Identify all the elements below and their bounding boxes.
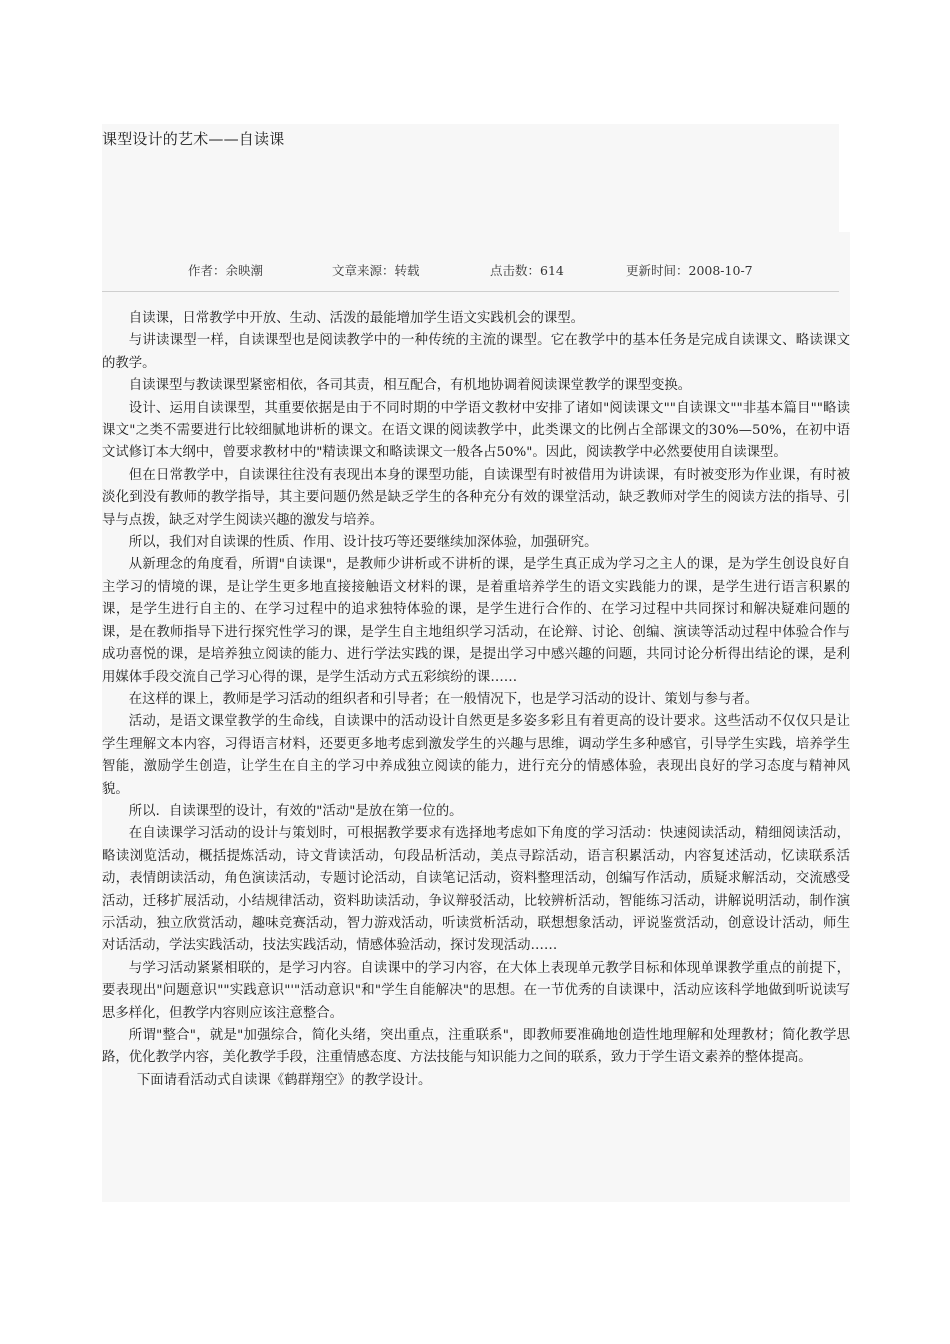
paragraph: 但在日常教学中，自读课往往没有表现出本身的课型功能，自读课型有时被借用为讲读课，有时被变形为作业课，有时被淡化到没有教师的教学指导，其主要问题仍然是缺乏学生的各种充分有效的课堂活动，缺乏教师对学生的阅读方法的指导、引导与点拨，缺乏对学生阅读兴趣的激发与培养。 [102,467,850,528]
paragraph: 与学习活动紧紧相联的，是学习内容。自读课中的学习内容，在大体上表现单元教学目标和体现单课教学重点的前提下，要表现出"问题意识""实践意识"'"活动意识"和"学生自能解决"的思想。在一节优秀的自读课中，活动应该科学地做到听说读写思多样化，但教学内容则应该注意整合。 [102,960,850,1021]
paragraph: 所以．自读课型的设计，有效的"活动"是放在第一位的。 [128,803,463,819]
meta-author: 作者：余映潮 [188,263,264,278]
paragraph: 自读课，日常教学中开放、生动、活泼的最能增加学生语文实践机会的课型。 [128,311,585,326]
paragraph: 下面请看活动式自读课《鹤群翔空》的教学设计。 [136,1072,432,1088]
paragraph: 设计、运用自读课型，其重要依据是由于不同时期的中学语文教材中安排了诸如"阅读课文""自读课文""非基本篇目""略读课文"之类不需要进行比较细腻地讲析的课文。在语文课的阅读教学中，此类课文的比例占全部课文的30%—50%，在初中语文试修订本大纲中，曾要求教材中的"精读课文和略读课文一般各占50%"。因此，阅读教学中必然要使用自读课型。 [102,400,850,461]
article-title: 课型设计的艺术——自读课 [102,130,285,148]
meta-source: 文章来源：转载 [332,263,420,278]
paragraph: 与讲读课型一样，自读课型也是阅读教学中的一种传统的主流的课型。它在教学中的基本任务是完成自读课文、略读课文的教学。 [102,333,850,371]
meta-updated: 更新时间：2008-10-7 [626,263,753,278]
article-body [102,308,850,1092]
meta-hits: 点击数：614 [490,263,564,278]
article-meta [188,261,828,279]
page-notch [839,124,850,232]
paragraph: 所以，我们对自读课的性质、作用、设计技巧等还要继续加深体验，加强研究。 [128,535,598,551]
meta-divider [102,291,839,292]
paragraph: 活动，是语文课堂教学的生命线，自读课中的活动设计自然更是多姿多彩且有着更高的设计要求。这些活动不仅仅只是让学生理解文本内容，习得语言材料，还要更多地考虑到激发学生的兴趣与思维，调动学生多种感官，引导学生实践，培养学生智能，激励学生创造，让学生在自主的学习中养成独立阅读的能力，进行充分的情感体验，表现出良好的学习态度与精神风貌。 [102,714,850,797]
paragraph: 所谓"整合"，就是"加强综合，简化头绪，突出重点，注重联系"，即教师要准确地创造性地理解和处理教材；简化教学思路，优化教学内容，美化教学手段，注重情感态度、方法技能与知识能力之间的联系，致力于学生语文素养的整体提高。 [102,1028,850,1066]
paragraph: 自读课型与教读课型紧密相依，各司其责，相互配合，有机地协调着阅读课堂教学的课型变换。 [128,378,692,394]
paragraph: 在这样的课上，教师是学习活动的组织者和引导者；在一般情况下，也是学习活动的设计、策划与参与者。 [128,691,759,707]
paragraph: 在自读课学习活动的设计与策划时，可根据教学要求有选择地考虑如下角度的学习活动：快速阅读活动，精细阅读活动，略读浏览活动，概括提炼活动，诗文背读活动，句段品析活动，美点寻踪活动，语言积累活动，内容复述活动，忆读联系活动，表情朗读活动，角色演读活动，专题讨论活动，自读笔记活动，资料整理活动，创编写作活动，质疑求解活动，交流感受活动，迁移扩展活动，小结规律活动，资料助读活动，争议辩驳活动，比较辨析活动，智能练习活动，讲解说明活动，制作演示活动，独立欣赏活动，趣味竞赛活动，智力游戏活动，听读赏析活动，联想想象活动，评说鉴赏活动，创意设计活动，师生对话活动，学法实践活动，技法实践活动，情感体验活动，探讨发现活动…… [102,826,850,954]
paragraph: 从新理念的角度看，所谓"自读课"，是教师少讲析或不讲析的课，是学生真正成为学习之主人的课，是为学生创设良好自主学习的情境的课，是让学生更多地直接接触语文材料的课，是着重培养学生的语文实践能力的课，是学生进行语言积累的课，是学生进行自主的、在学习过程中的追求独特体验的课，是学生进行合作的、在学习过程中共同探讨和解决疑难问题的课，是在教师指导下进行探究性学习的课，是学生自主地组织学习活动，在论辩、讨论、创编、演读等活动过程中体验合作与成功喜悦的课，是培养独立阅读的能力、进行学法实践的课，是提出学习中感兴趣的问题，共同讨论分析得出结论的课，是利用媒体手段交流自己学习心得的课，是学生活动方式五彩缤纷的课…… [102,557,850,685]
